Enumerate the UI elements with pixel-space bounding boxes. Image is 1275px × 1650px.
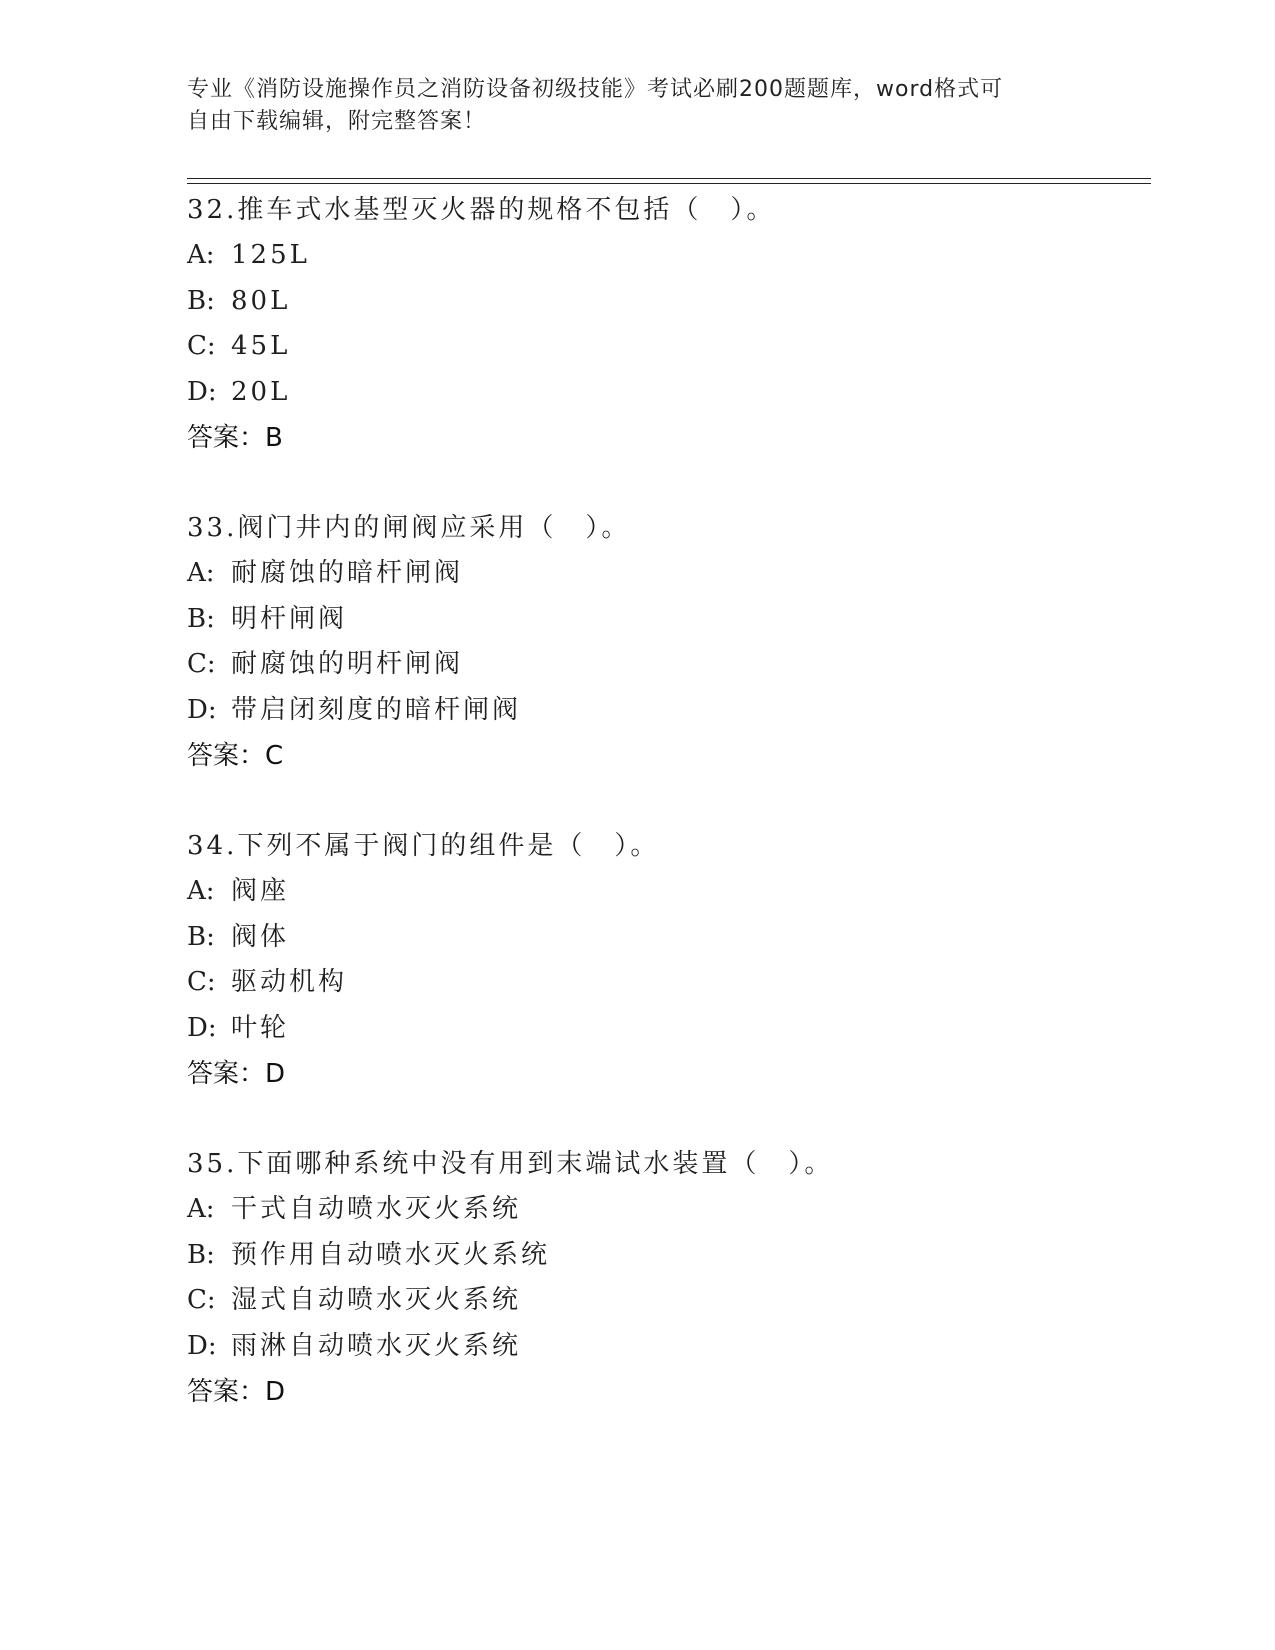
- question-block: [187, 1141, 1147, 1415]
- header-divider-bottom: [187, 183, 1151, 184]
- question-stem: 35.下面哪种系统中没有用到末端试水装置（ ）。: [187, 1149, 834, 1179]
- option-a: [187, 1187, 1147, 1233]
- option-letter: D:: [187, 694, 217, 725]
- option-letter: A:: [187, 240, 215, 270]
- question-block: [187, 823, 1147, 1097]
- option-text: 叶轮: [231, 1012, 290, 1043]
- option-c: [187, 960, 1147, 1006]
- question-stem: 32.推车式水基型灭火器的规格不包括（ ）。: [187, 195, 776, 225]
- option-letter: B:: [187, 1239, 215, 1270]
- option-letter: D:: [187, 1012, 217, 1043]
- option-letter: C:: [187, 331, 216, 362]
- option-text: 驱动机构: [231, 967, 348, 998]
- option-b: [187, 279, 1147, 325]
- option-text: 耐腐蚀的暗杆闸阀: [231, 558, 464, 588]
- question-stem: 34.下列不属于阀门的组件是（ ）。: [187, 831, 660, 861]
- option-letter: D:: [187, 376, 217, 407]
- option-text: 45L: [231, 331, 291, 362]
- header-line-2: 自由下载编辑，附完整答案！: [187, 109, 487, 134]
- question-block: [187, 505, 1147, 779]
- option-letter: C:: [187, 1285, 216, 1316]
- question-stem: 33.阀门井内的闸阀应采用（ ）。: [187, 513, 631, 543]
- option-a: [187, 551, 1147, 597]
- answer-line: 答案：D: [187, 1377, 286, 1408]
- option-c: [187, 324, 1147, 370]
- header-line-1: 专业《消防设施操作员之消防设备初级技能》考试必刷200题题库，word格式可: [187, 77, 1004, 102]
- option-letter: D:: [187, 1330, 217, 1361]
- answer-line: 答案：B: [187, 423, 283, 454]
- option-letter: B:: [187, 285, 215, 316]
- option-b: [187, 597, 1147, 643]
- option-c: [187, 642, 1147, 688]
- option-text: 雨淋自动喷水灭火系统: [231, 1330, 522, 1361]
- document-header: [187, 74, 1087, 138]
- option-text: 20L: [231, 376, 291, 407]
- option-d: [187, 1324, 1147, 1370]
- option-c: [187, 1278, 1147, 1324]
- question-block: [187, 187, 1147, 461]
- option-letter: A:: [187, 1194, 215, 1224]
- option-text: 耐腐蚀的明杆闸阀: [231, 649, 464, 680]
- option-text: 阀体: [231, 921, 290, 952]
- option-letter: B:: [187, 921, 215, 952]
- option-d: [187, 1006, 1147, 1052]
- option-text: 带启闭刻度的暗杆闸阀: [231, 694, 522, 725]
- option-text: 阀座: [231, 876, 290, 906]
- option-text: 湿式自动喷水灭火系统: [231, 1285, 522, 1316]
- option-d: [187, 370, 1147, 416]
- answer-line: 答案：C: [187, 741, 284, 772]
- option-letter: B:: [187, 603, 215, 634]
- answer-line: 答案：D: [187, 1059, 286, 1090]
- option-a: [187, 233, 1147, 279]
- option-d: [187, 688, 1147, 734]
- option-letter: C:: [187, 649, 216, 680]
- option-a: [187, 869, 1147, 915]
- option-letter: C:: [187, 967, 216, 998]
- option-letter: A:: [187, 558, 215, 588]
- option-b: [187, 1233, 1147, 1279]
- header-divider-top: [187, 178, 1151, 179]
- option-b: [187, 915, 1147, 961]
- option-text: 80L: [231, 285, 291, 316]
- option-text: 干式自动喷水灭火系统: [231, 1194, 522, 1224]
- option-text: 预作用自动喷水灭火系统: [231, 1239, 551, 1270]
- option-text: 明杆闸阀: [231, 603, 348, 634]
- option-letter: A:: [187, 876, 215, 906]
- option-text: 125L: [231, 240, 310, 270]
